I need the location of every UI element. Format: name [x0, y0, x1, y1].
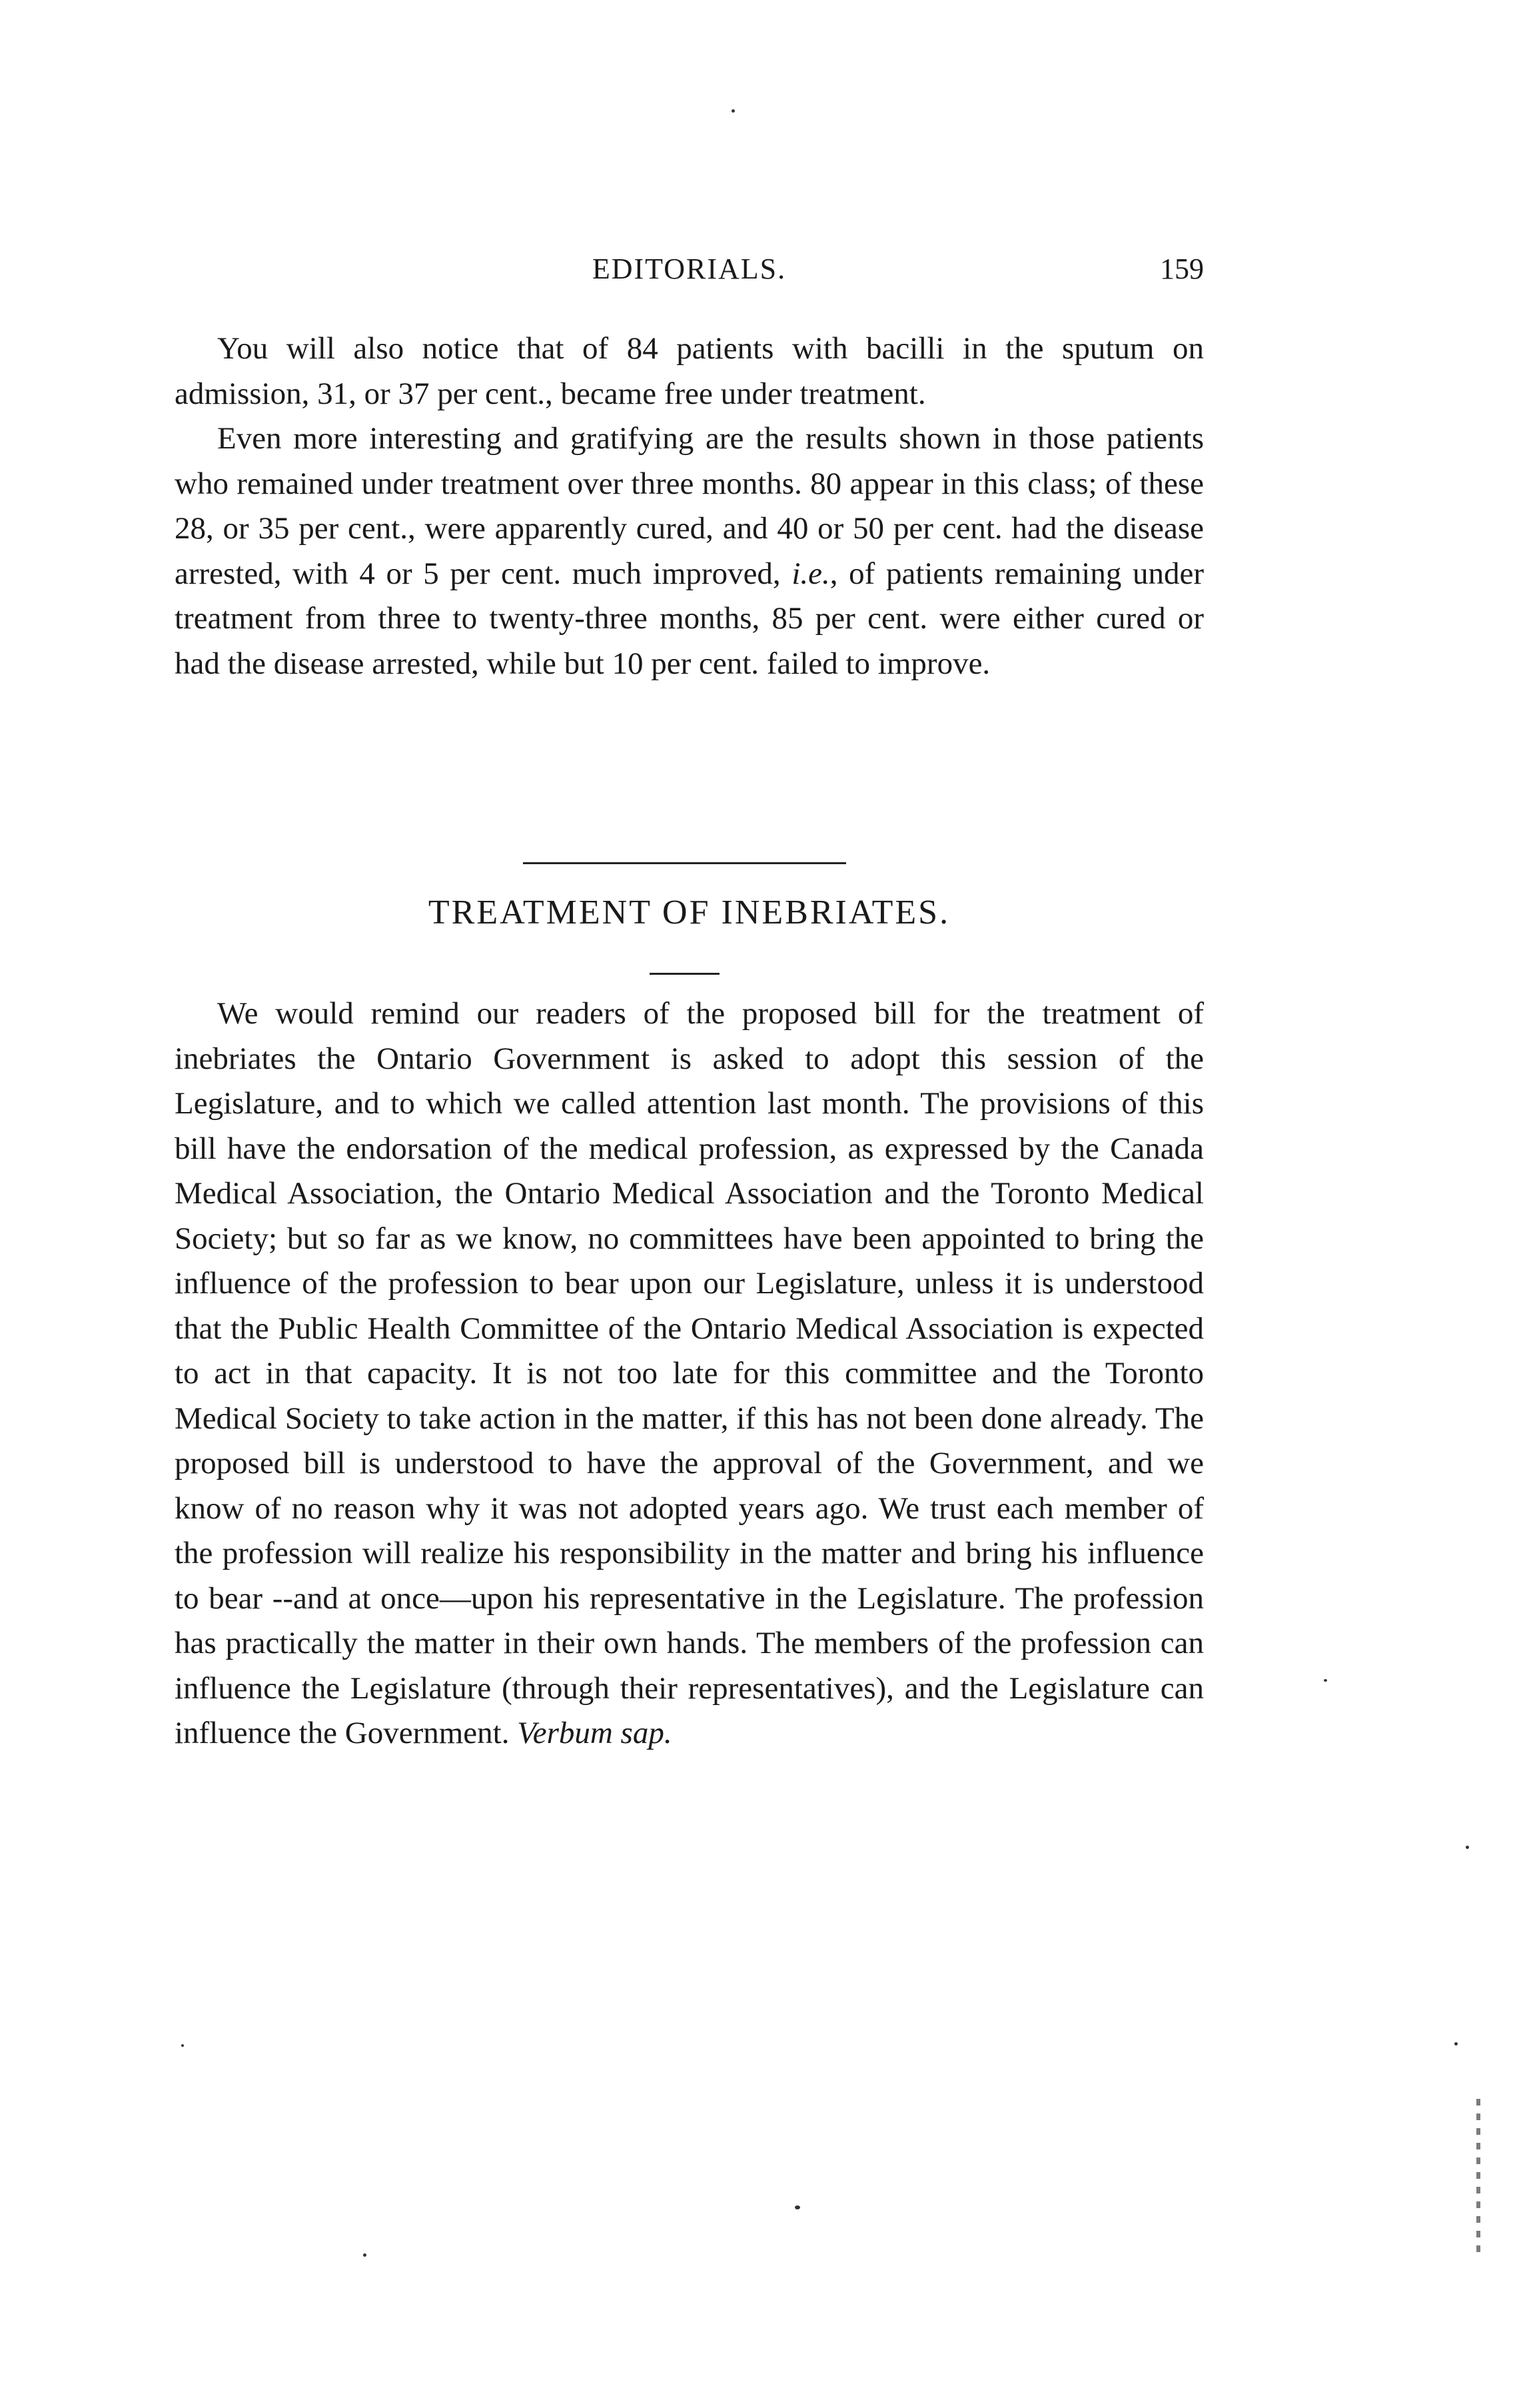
closing-phrase: Verbum sap. [517, 1716, 672, 1750]
paragraph-results-part-a: Even more interesting and gratifying are the results shown in those patients who remained under treatment over three months. 80 appear in this class; of these 28, or 35 per cent., were apparently cured, and 40 or 50 per cent. had the disease arrested, with 4 or 5 per cent. much improved, [175, 421, 1204, 591]
paragraph-results-part-b: , of patients remaining under treatment from three to twenty-three months, 85 per cent. were either cured or had the disease arrested, while but 10 per cent. failed to improve. [175, 556, 1204, 681]
scan-speck [1466, 1846, 1469, 1849]
scan-speck [1324, 1679, 1327, 1682]
continuation-text [175, 326, 1204, 686]
paragraph-results [175, 416, 1204, 686]
scan-speck [732, 109, 735, 113]
paragraph-inebriates [175, 991, 1204, 1756]
margin-bleed-mark [1476, 2099, 1480, 2259]
scan-speck [181, 2044, 184, 2047]
page-number: 159 [1160, 253, 1204, 285]
section-body [175, 991, 1204, 1756]
running-head: EDITORIALS. [592, 253, 787, 285]
section-title: TREATMENT OF INEBRIATES. [428, 894, 951, 931]
scan-speck [363, 2253, 366, 2257]
scan-speck [1454, 2042, 1458, 2046]
paragraph-inebriates-text: We would remind our readers of the proposed bill for the treatment of inebriates the Ontario Government is asked to adopt this session of the Legislature, and to which we called attention last month. The provisions of this bill have the endorsation of the medical profession, as expressed by the Canada Medical Association, the Ontario Medical Association and the Toronto Medical Society; but so far as we know, no committees have been appointed to bring the influence of the profession to bear upon our Legislature, unless it is understood that the Public Health Committee of the Ontario Medical Association is expected to act in that capacity. It is not too late for this committee and the Toronto Medical Society to take action in the matter, if this has not been done already. The proposed bill is understood to have the approval of the Government, and we know of no reason why it was not adopted years ago. We trust each member of the profession will realize his responsibility in the matter and bring his influence to bear --and at once—upon his representative in the Legislature. The profession has practically the matter in their own hands. The members of the profession can influence the Legislature (through their representatives), and the Legislature can influence the Government. [175, 996, 1204, 1750]
paragraph-bacilli: You will also notice that of 84 patients with bacilli in the sputum on admission, 31, or 37 per cent., became free under treatment. [175, 331, 1204, 411]
scan-speck [795, 2205, 800, 2209]
ie-abbreviation: i.e. [791, 556, 830, 591]
page-header [175, 252, 1204, 299]
section-divider-rule [523, 862, 846, 864]
title-underline-rule [650, 973, 720, 975]
